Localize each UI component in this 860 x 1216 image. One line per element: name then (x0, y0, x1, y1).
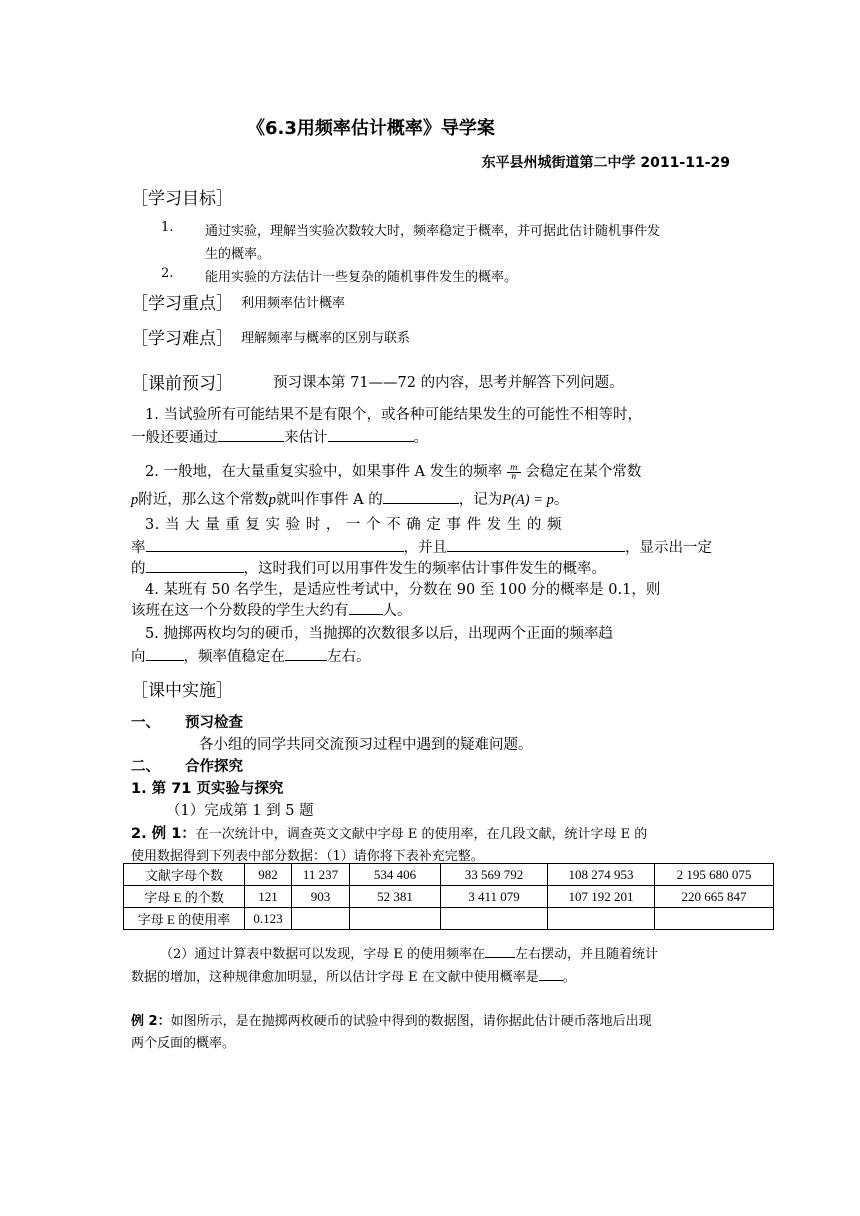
q3-blank-3 (146, 557, 244, 573)
page-title: 《6.3用频率估计概率》导学案 (247, 118, 495, 139)
q3-blank-1 (146, 536, 404, 552)
table-cell (292, 908, 350, 930)
table-cell: 903 (292, 886, 350, 908)
item1-title: 1. 第 71 页实验与探究 (131, 781, 284, 797)
q5-blank-1 (146, 645, 184, 661)
part1-text: 各小组的同学共同交流预习过程中遇到的疑难问题。 (199, 737, 533, 753)
q4-blank (349, 599, 383, 615)
q5-line1: 5. 抛掷两枚均匀的硬币，当抛掷的次数很多以后，出现两个正面的频率趋 (145, 626, 613, 642)
ex1-blank-2 (539, 967, 563, 981)
q4-line2: 该班在这一个分数段的学生大约有 人。 (131, 599, 412, 620)
q3-line2: 率 ，并且 ，显示出一定 (131, 536, 712, 557)
q2-line2: p附近，那么这个常数p就叫作事件 A 的 ，记为P(A) = p。 (131, 488, 568, 509)
table-cell (441, 908, 548, 930)
table-cell: 33 569 792 (441, 864, 548, 886)
table-cell: 108 274 953 (548, 864, 655, 886)
table-cell: 11 237 (292, 864, 350, 886)
table-cell: 文献字母个数 (124, 864, 245, 886)
q1-line2: 一般还要通过 来估计 。 (131, 426, 428, 447)
table-cell: 3 411 079 (441, 886, 548, 908)
difficulty-text: 理解频率与概率的区别与联系 (241, 331, 411, 346)
table-cell: 52 381 (350, 886, 441, 908)
q3-line3: 的 ，这时我们可以用事件发生的频率估计事件发生的概率。 (131, 557, 606, 578)
focus-heading: ［学习重点］ (131, 294, 233, 314)
goals-heading: ［学习目标］ (131, 189, 233, 209)
goal-2-num: 2. (161, 266, 174, 281)
part1-num: 一、 (131, 715, 160, 731)
q4-line1: 4. 某班有 50 名学生，是适应性考试中，分数在 90 至 100 分的概率是 0.1，则 (145, 582, 661, 598)
goal-1-num: 1. (161, 220, 174, 235)
preview-heading: ［课前预习］ (131, 374, 233, 394)
difficulty-heading: ［学习难点］ (131, 329, 233, 349)
table-cell: 982 (245, 864, 292, 886)
q5-blank-2 (285, 645, 327, 661)
table-cell: 字母 E 的使用率 (124, 908, 245, 930)
q1-line1: 1. 当试验所有可能结果不是有限个，或各种可能结果发生的可能性不相等时， (145, 407, 642, 423)
table-cell: 107 192 201 (548, 886, 655, 908)
q3-line1: 3. 当 大 量 重 复 实 验 时 ， 一 个 不 确 定 事 件 发 生 的 频 (145, 517, 563, 533)
table-cell: 2 195 680 075 (655, 864, 774, 886)
example2-line1: 例 2：如图所示，是在抛掷两枚硬币的试验中得到的数据图，请你据此估计硬币落地后出现 (131, 1014, 652, 1029)
q5-line2: 向 ，频率值稳定在 左右。 (131, 645, 371, 666)
goal-1-line2: 生的概率。 (205, 247, 271, 262)
probability-formula: P(A) = p (502, 492, 554, 508)
table-row (124, 886, 774, 908)
table-cell (548, 908, 655, 930)
focus-text: 利用频率估计概率 (241, 296, 346, 311)
goal-1-line1: 通过实验，理解当实验次数较大时，频率稳定于概率，并可据此估计随机事件发 (205, 224, 661, 239)
part2-num: 二、 (131, 759, 160, 775)
part1-title: 预习检查 (185, 715, 243, 731)
q2-line1: 2. 一般地，在大量重复实验中，如果事件 A 发生的频率 $\frac{m}{n}$ 会稳定在某个常数 (145, 462, 642, 481)
ex1-blank-1 (485, 944, 515, 958)
table-cell: 121 (245, 886, 292, 908)
example2-line2: 两个反面的概率。 (131, 1036, 236, 1051)
example1-q2-line2: 数据的增加，这种规律愈加明显，所以估计字母 E 在文献中使用概率是 。 (131, 966, 576, 985)
inclass-heading: ［课中实施］ (131, 681, 233, 701)
item1-sub: （1）完成第 1 到 5 题 (166, 803, 314, 819)
example1-line2: 使用数据得到下列表中部分数据：（1）请你将下表补充完整。 (131, 849, 484, 864)
table-cell (350, 908, 441, 930)
table-cell: 220 665 847 (655, 886, 774, 908)
table-row (124, 864, 774, 886)
table-cell: 字母 E 的个数 (124, 886, 245, 908)
letter-e-table (123, 863, 774, 930)
q1-blank-2 (328, 426, 414, 442)
q1-blank-1 (218, 426, 284, 442)
preview-intro: 预习课本第 71——72 的内容，思考并解答下列问题。 (273, 375, 624, 391)
table-row (124, 908, 774, 930)
q3-blank-2 (447, 536, 625, 552)
frequency-fraction: $\frac{m}{n}$ (507, 464, 521, 481)
table-cell (655, 908, 774, 930)
goal-2-line1: 能用实验的方法估计一些复杂的随机事件发生的概率。 (205, 270, 518, 285)
part2-title: 合作探究 (185, 759, 243, 775)
q2-blank (383, 488, 459, 504)
school-date: 东平县州城街道第二中学 2011-11-29 (481, 155, 730, 171)
example1-line1: 2. 例 1：在一次统计中，调查英文文献中字母 E 的使用率，在几段文献，统计字母 E 的 (131, 826, 648, 842)
example1-q2-line1: （2）通过计算表中数据可以发现，字母 E 的使用频率在 左右摆动，并且随着统计 (160, 943, 658, 962)
table-cell: 534 406 (350, 864, 441, 886)
table-cell: 0.123 (245, 908, 292, 930)
